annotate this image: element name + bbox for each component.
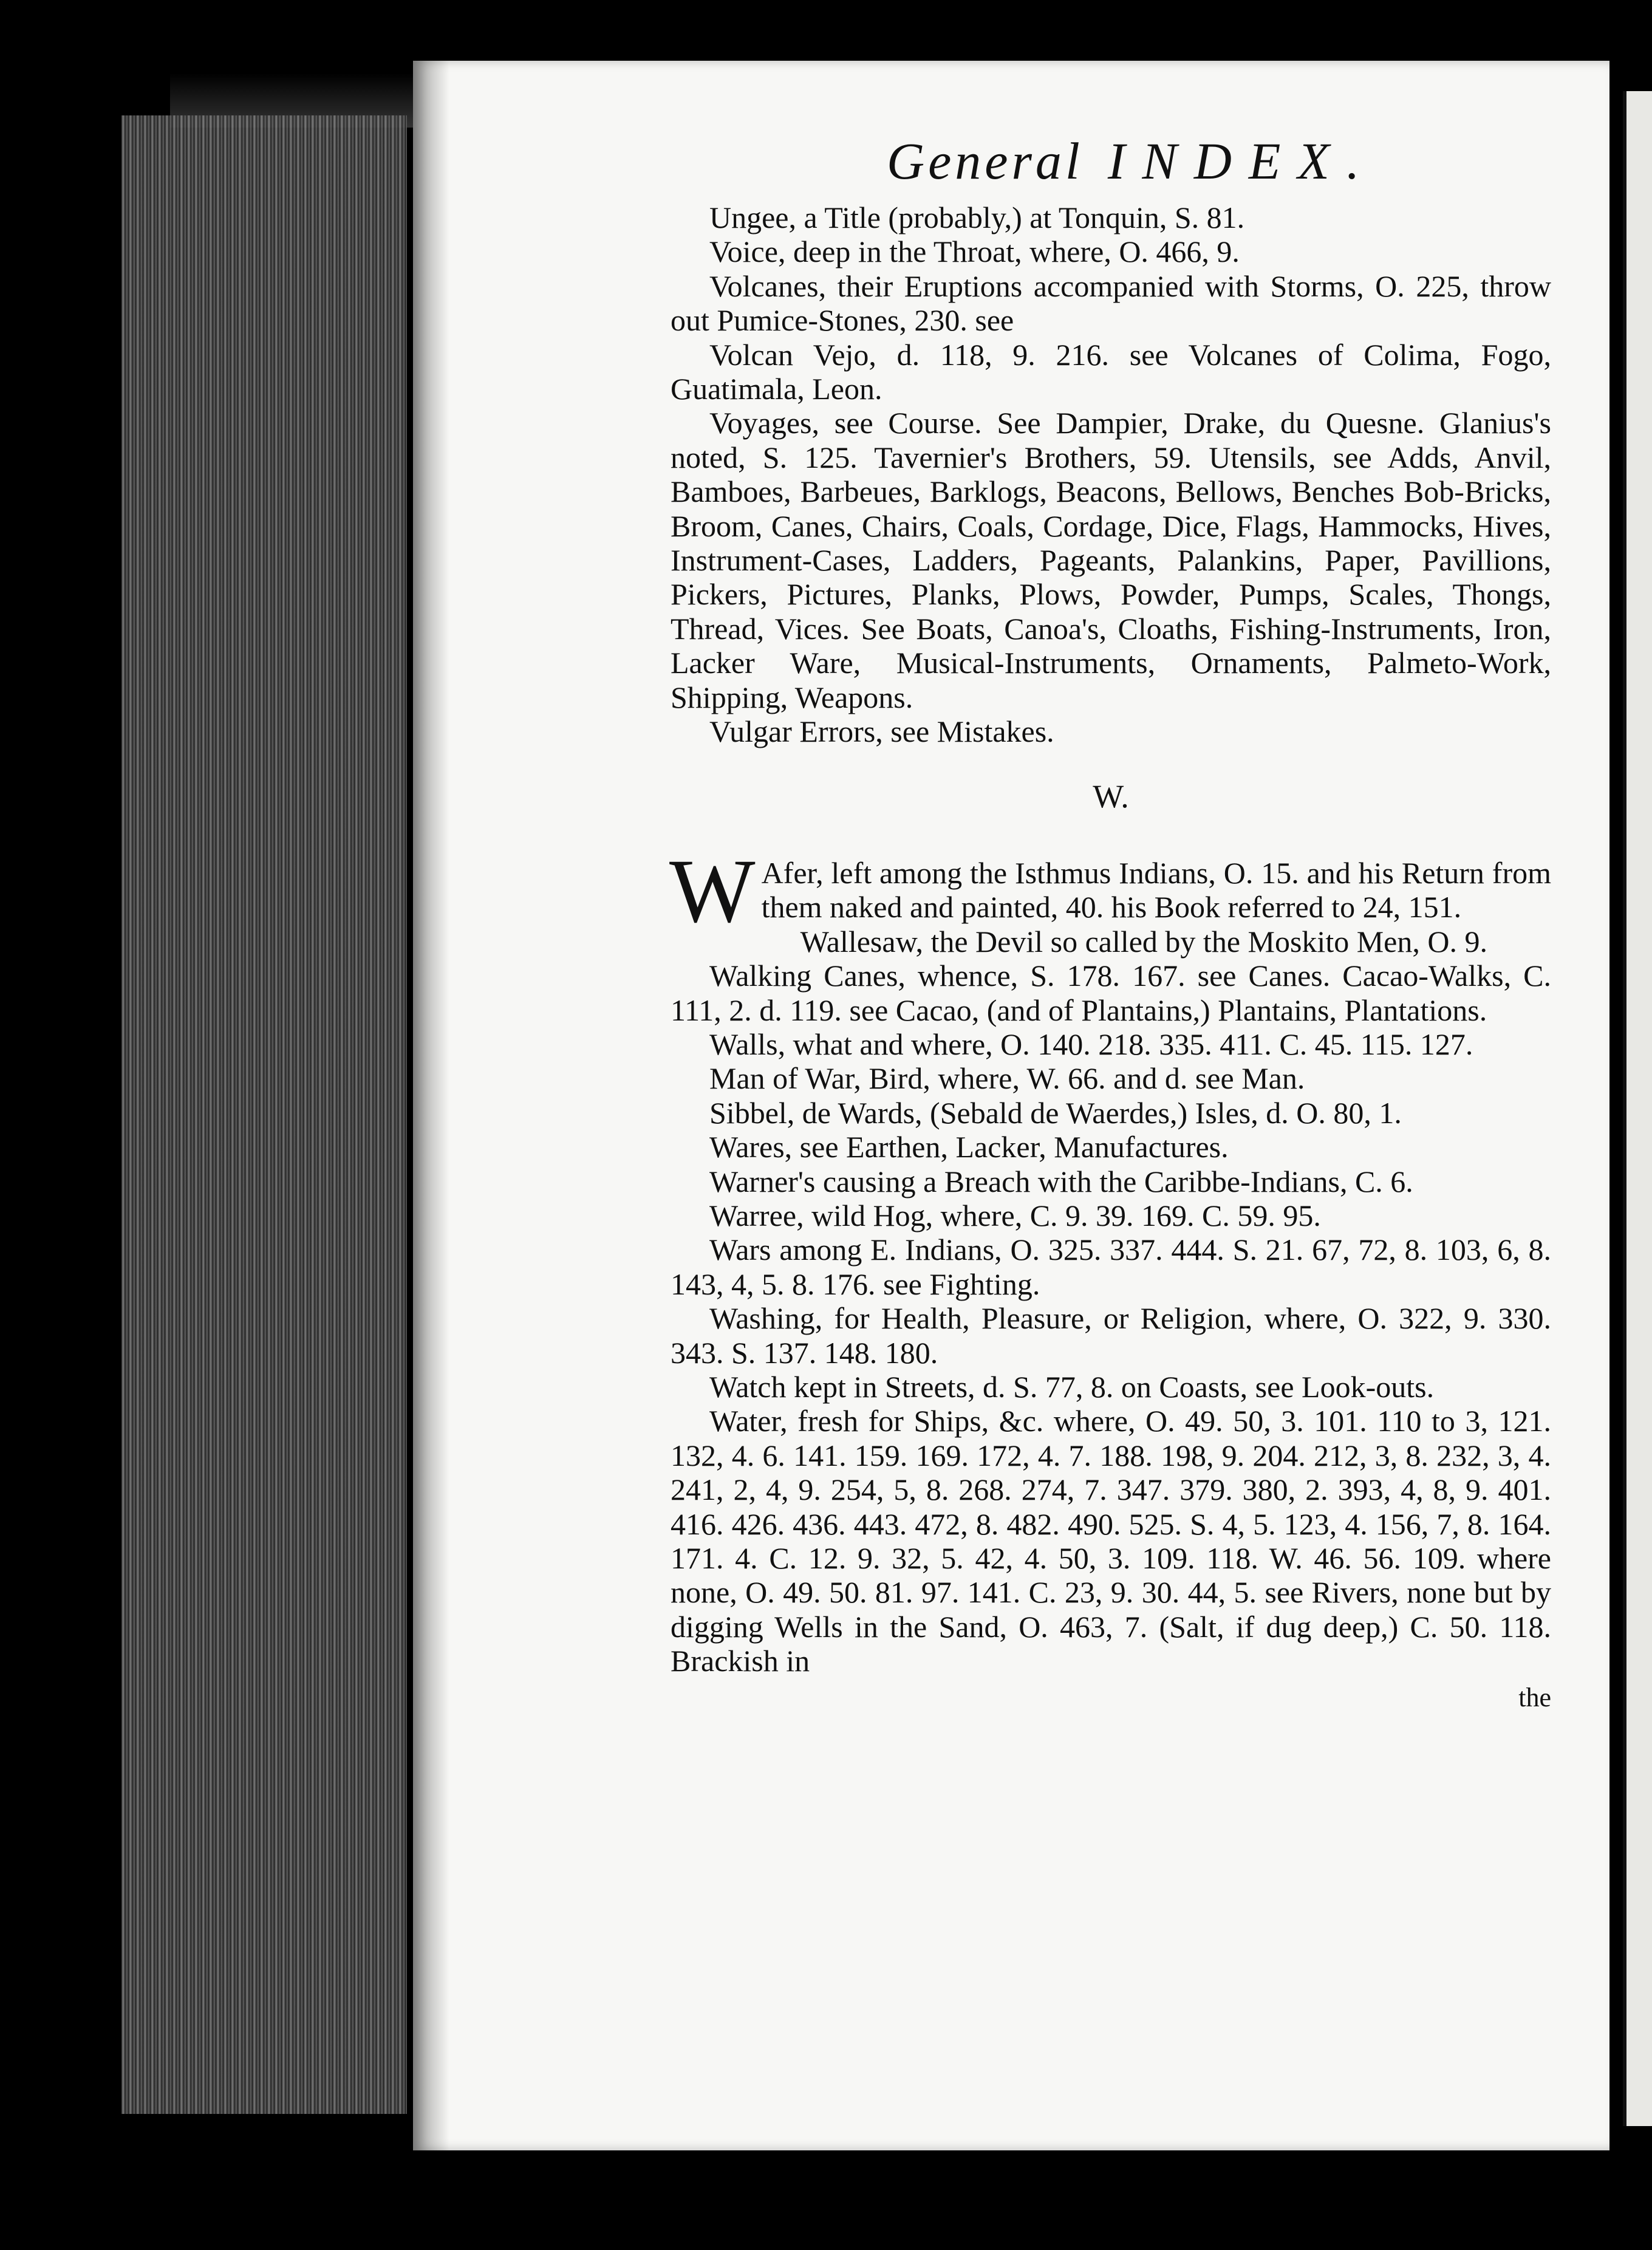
index-entry-walking-canes: Walking Canes, whence, S. 178. 167. see Canes. Cacao-Walks, C. 111, 2. d. 119. see Cacao, (and of Plantains,) Plantains, Plantations. [671, 959, 1551, 1027]
book-page-edges [121, 115, 407, 2114]
index-entry-vulgar-errors: Vulgar Errors, see Mistakes. [709, 714, 1054, 749]
index-entry-water: Water, fresh for Ships, &c. where, O. 49. 50, 3. 101. 110 to 3, 121. 132, 4. 6. 141. 159. 169. 172, 4. 7. 188. 198, 9. 204. 212, 3, 8. 232, 3, 4. 241, 2, 4, 9. 254, 5, 8. 268. 274, 7. 347. 379. 380, 2. 393, 4, 8, 9. 401. 416. 426. 436. 443. 472, 8. 482. 490. 525. S. 4, 5. 123, 4. 156, 7, 8. 164. 171. 4. C. 12. 9. 32, 5. 42, 4. 50, 3. 109. 118. W. 46. 56. 109. where none, O. 49. 50. 81. 97. 141. C. 23, 9. 30. 44, 5. see Rivers, none but by digging Wells in the Sand, O. 463, 7. (Salt, if dug deep,) C. 50. 118. Brackish in [671, 1404, 1551, 1678]
index-entry-wafer-text: Afer, left among the Isthmus Indians, O. 15. and his Return from them naked and painted, 40. his Book referred to 24, 151. [761, 855, 1551, 925]
index-entry-voyages: Voyages, see Course. See Dampier, Drake, du Quesne. Glanius's noted, S. 125. Tavernier's Brothers, 59. Utensils, see Adds, Anvil, Bamboes, Barbeues, Barklogs, Beacons, Bellows, Benches Bob-Bricks, Broom, Canes, Chairs, Coals, Cordage, Dice, Flags, Hammocks, Hives, Instrument-Cases, Ladders, Pageants, Palankins, Paper, Pavillions, Pickers, Pictures, Planks, Plows, Powder, Pumps, Scales, Thongs, Thread, Vices. See Boats, Canoa's, Cloaths, Fishing-Instruments, Iron, Lacker Ware, Musical-Instruments, Ornaments, Palmeto-Work, Shipping, Weapons. [671, 406, 1551, 714]
index-entry-sibbel: Sibbel, de Wards, (Sebald de Waerdes,) Isles, d. O. 80, 1. [709, 1095, 1402, 1130]
index-entry-volcanes: Volcanes, their Eruptions accompanied with Storms, O. 225, throw out Pumice-Stones, 230. see [671, 268, 1551, 338]
running-head-general: General [887, 132, 1084, 190]
index-entry-wallesaw: Wallesaw, the Devil so called by the Moskito Men, O. 9. [800, 924, 1487, 959]
page-gutter-shadow [413, 61, 449, 2150]
running-head [887, 131, 1376, 191]
section-letter-w: W. [1093, 778, 1129, 815]
index-entry-walls: Walls, what and where, O. 140. 218. 335. 411. C. 45. 115. 127. [709, 1027, 1473, 1061]
index-entry-washing: Washing, for Health, Pleasure, or Religion, where, O. 322, 9. 330. 343. S. 137. 148. 180. [671, 1301, 1551, 1370]
index-entry-volcan-vejo: Volcan Vejo, d. 118, 9. 216. see Volcanes of Colima, Fogo, Guatimala, Leon. [671, 337, 1551, 406]
index-entry-ungee: Ungee, a Title (probably,) at Tonquin, S. 81. [709, 200, 1245, 234]
index-entry-watch: Watch kept in Streets, d. S. 77, 8. on Coasts, see Look-outs. [709, 1370, 1435, 1404]
index-entry-wares: Wares, see Earthen, Lacker, Manufactures. [709, 1130, 1229, 1164]
index-entry-warree: Warree, wild Hog, where, C. 9. 39. 169. C. 59. 95. [709, 1198, 1321, 1233]
catchword: the [1518, 1682, 1551, 1712]
index-text [671, 200, 1551, 1715]
index-entry-voice: Voice, deep in the Throat, where, O. 466, 9. [709, 234, 1240, 269]
drop-cap: W [669, 840, 756, 942]
index-entry-warner: Warner's causing a Breach with the Caribbe-Indians, C. 6. [709, 1164, 1413, 1199]
index-entry-man-of-war: Man of War, Bird, where, W. 66. and d. see Man. [709, 1061, 1305, 1096]
running-head-index: INDEX. [1107, 132, 1377, 190]
index-entry-wars: Wars among E. Indians, O. 325. 337. 444. S. 21. 67, 72, 8. 103, 6, 8. 143, 4, 5. 8. 176. see Fighting. [671, 1233, 1551, 1301]
facing-page-edge [1623, 91, 1652, 2126]
